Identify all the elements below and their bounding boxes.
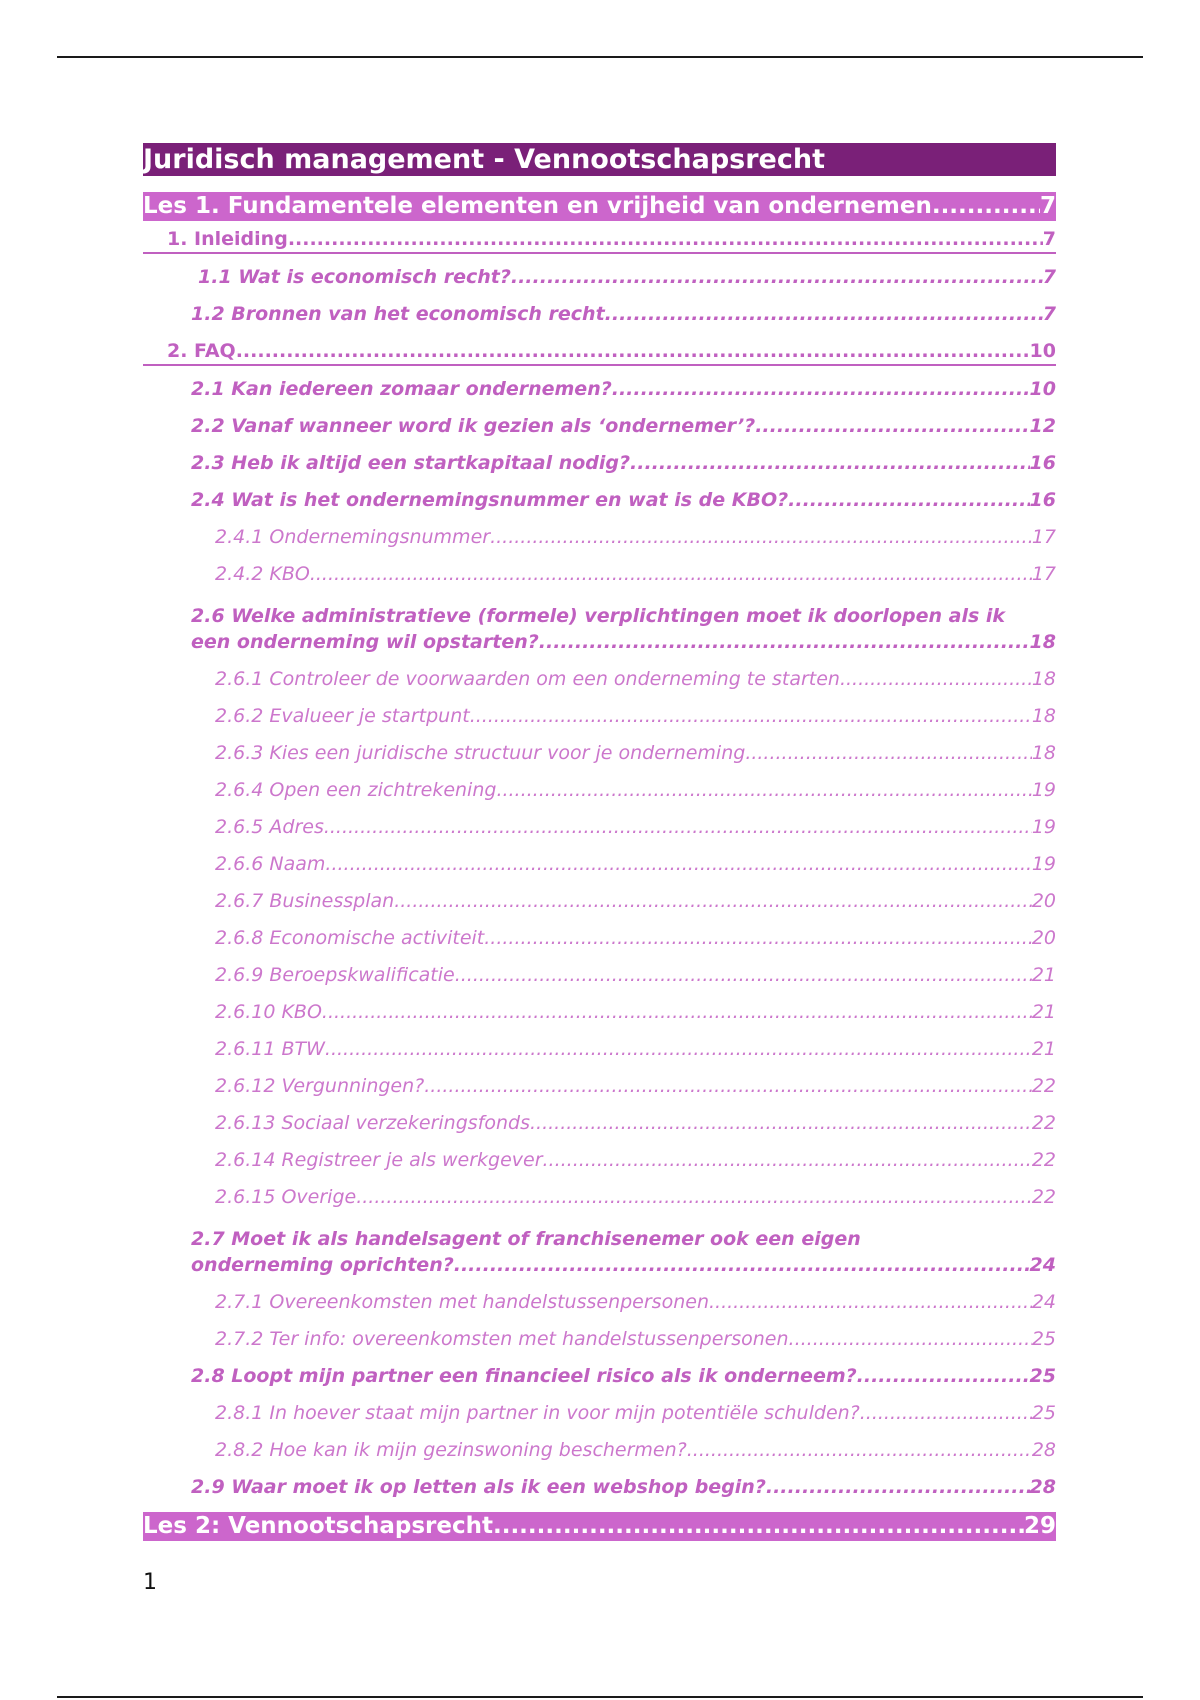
toc-entry[interactable] [143, 1321, 1056, 1358]
toc-entry-label: 2.8 Loopt mijn partner een financieel risico als ik onderneem? [191, 1365, 857, 1387]
toc-entry-label: 2.4 Wat is het ondernemingsnummer en wat is de KBO? [191, 489, 789, 511]
toc-entry-label-cont: onderneming oprichten? [191, 1254, 454, 1276]
toc-entry-label: 2.6.4 Open een zichtrekening [215, 779, 497, 801]
toc-entry-label: 2.6.6 Naam [215, 853, 326, 875]
toc-entry[interactable] [143, 1068, 1056, 1105]
toc-entry-page: 28 [1029, 1476, 1056, 1498]
toc-entry-label-cont: een onderneming wil opstarten? [191, 631, 539, 653]
toc-leader [394, 883, 1032, 920]
toc-entry[interactable] [143, 556, 1056, 593]
toc-entry-label: 2.6.11 BTW [215, 1038, 325, 1060]
toc-entry-page: 25 [1029, 1365, 1056, 1387]
toc-leader [612, 371, 1030, 408]
toc-entry-label: 2.7 Moet ik als handelsagent of franchisenemer ook een eigen [191, 1228, 861, 1250]
toc-entry-label: 2.6.12 Vergunningen? [215, 1075, 425, 1097]
toc-entries [143, 226, 1056, 1506]
toc-entry-page: 22 [1031, 1186, 1056, 1208]
toc-entry[interactable] [143, 1284, 1056, 1321]
toc-entry[interactable] [143, 994, 1056, 1031]
toc-entry[interactable] [143, 603, 1056, 655]
toc-entry-line2 [191, 1252, 1056, 1278]
toc-leader [324, 809, 1032, 846]
toc-entry-page: 20 [1031, 927, 1056, 949]
toc-entry-page: 7 [1042, 303, 1056, 325]
toc-leader [789, 1321, 1032, 1358]
toc-entry[interactable] [143, 1142, 1056, 1179]
toc-entry-label: 2.6.8 Economische activiteit [215, 927, 485, 949]
page-number: 1 [143, 1570, 157, 1595]
toc-leader [310, 556, 1032, 593]
toc-entry-page: 22 [1031, 1075, 1056, 1097]
toc-entry-page: 7 [1042, 228, 1056, 250]
toc-entry-page: 20 [1031, 890, 1056, 912]
toc-entry[interactable] [143, 957, 1056, 994]
toc-leader [857, 1358, 1030, 1395]
toc-leader [860, 1395, 1032, 1432]
toc-leader [709, 1284, 1032, 1321]
toc-entry[interactable] [143, 1469, 1056, 1506]
toc-leader [745, 735, 1032, 772]
toc-leader [539, 629, 1030, 655]
toc-entry[interactable] [143, 1226, 1056, 1278]
toc-leader [511, 259, 1043, 296]
toc-les2-label: Les 2: Vennootschapsrecht [143, 1513, 493, 1539]
toc-entry-page: 25 [1031, 1328, 1056, 1350]
toc-entry[interactable] [143, 1432, 1056, 1469]
toc-entry-label: 2.6.3 Kies een juridische structuur voor je onderneming [215, 742, 746, 764]
toc-entry[interactable] [143, 920, 1056, 957]
toc-leader [455, 957, 1032, 994]
toc-entry-label: 2.9 Waar moet ik op letten als ik een webshop begin? [191, 1476, 766, 1498]
toc-entry-page: 19 [1031, 816, 1056, 838]
toc-entry-page: 16 [1029, 452, 1056, 474]
toc-entry-label: 1.1 Wat is economisch recht? [198, 266, 511, 288]
toc-entry-label: 2.3 Heb ik altijd een startkapitaal nodig? [191, 452, 631, 474]
toc-entry[interactable] [143, 296, 1056, 333]
toc-les2-page: 29 [1023, 1513, 1056, 1539]
toc-entry-page: 10 [1029, 378, 1056, 400]
toc-entry-label: 1. Inleiding [167, 228, 288, 250]
toc-entry-label: 2.8.1 In hoever staat mijn partner in voor mijn potentiële schulden? [215, 1402, 860, 1424]
toc-entry-label: 2.6.1 Controleer de voorwaarden om een onderneming te starten [215, 668, 840, 690]
toc-entry-page: 24 [1029, 1254, 1056, 1276]
toc-entry-label: 2.6.9 Beroepskwalificatie [215, 964, 455, 986]
toc-entry-label: 2.8.2 Hoe kan ik mijn gezinswoning beschermen? [215, 1439, 687, 1461]
toc-leader [454, 1252, 1030, 1278]
toc-leader [325, 846, 1031, 883]
footer-rule [57, 1696, 1143, 1698]
toc-les1-page: 7 [1039, 193, 1056, 219]
toc-entry-label: 2.6.13 Sociaal verzekeringsfonds [215, 1112, 530, 1134]
toc-entry[interactable] [143, 259, 1056, 296]
toc-entry[interactable] [143, 1105, 1056, 1142]
toc-leader [530, 1105, 1032, 1142]
table-of-contents [143, 143, 1056, 1541]
toc-entry-page: 28 [1031, 1439, 1056, 1461]
toc-leader [493, 1512, 1024, 1541]
toc-entry-label: 1.2 Bronnen van het economisch recht [191, 303, 605, 325]
document-title: Juridisch management - Vennootschapsrecht [143, 143, 1056, 176]
toc-leader [755, 408, 1029, 445]
toc-entry-page: 18 [1031, 705, 1056, 727]
toc-entry-line2 [191, 629, 1056, 655]
toc-leader [687, 1432, 1032, 1469]
toc-entry-label: 2.4.2 KBO [215, 563, 310, 585]
toc-leader [932, 192, 1040, 221]
toc-entry-page: 24 [1031, 1291, 1056, 1313]
toc-entry-page: 21 [1031, 964, 1056, 986]
toc-entry-label: 2.7.1 Overeenkomsten met handelstussenpersonen [215, 1291, 709, 1313]
toc-leader [356, 1179, 1032, 1216]
toc-leader [496, 772, 1031, 809]
toc-entry[interactable] [143, 1031, 1056, 1068]
toc-leader [788, 482, 1029, 519]
toc-entry-label: 2.6.2 Evalueer je startpunt [215, 705, 470, 727]
toc-entry[interactable] [143, 698, 1056, 735]
toc-entry-page: 12 [1029, 415, 1056, 437]
header-rule [57, 56, 1143, 58]
toc-entry-label: 2.6.5 Adres [215, 816, 324, 838]
toc-entry-page: 10 [1029, 340, 1056, 362]
toc-les1[interactable] [143, 192, 1056, 221]
toc-entry[interactable] [143, 445, 1056, 482]
toc-entry-page: 22 [1031, 1149, 1056, 1171]
toc-entry-page: 7 [1042, 266, 1056, 288]
toc-entry-page: 18 [1029, 631, 1056, 653]
toc-entry-label: 2.6.14 Registreer je als werkgever [215, 1149, 543, 1171]
toc-entry-page: 21 [1031, 1001, 1056, 1023]
toc-entry[interactable] [143, 1395, 1056, 1432]
toc-entry[interactable] [143, 408, 1056, 445]
toc-entry-page: 19 [1031, 853, 1056, 875]
toc-entry-label: 2.6.7 Businessplan [215, 890, 395, 912]
toc-entry-label: 2.6 Welke administratieve (formele) verplichtingen moet ik doorlopen als ik [191, 605, 1006, 627]
toc-entry[interactable] [143, 846, 1056, 883]
toc-entry[interactable] [143, 1179, 1056, 1216]
toc-leader [424, 1068, 1032, 1105]
toc-leader [322, 994, 1032, 1031]
toc-leader [840, 661, 1032, 698]
toc-leader [288, 226, 1043, 252]
toc-entry-page: 17 [1031, 526, 1056, 548]
toc-entry[interactable] [143, 226, 1056, 254]
toc-entry[interactable] [143, 519, 1056, 556]
toc-entry-label: 2.4.1 Ondernemingsnummer [215, 526, 491, 548]
toc-entry[interactable] [143, 735, 1056, 772]
toc-leader [630, 445, 1030, 482]
toc-entry-label: 2.1 Kan iedereen zomaar ondernemen? [191, 378, 612, 400]
toc-entry-page: 16 [1029, 489, 1056, 511]
toc-entry-label: 2.7.2 Ter info: overeenkomsten met handelstussenpersonen [215, 1328, 789, 1350]
toc-entry-page: 19 [1031, 779, 1056, 801]
toc-entry-page: 18 [1031, 742, 1056, 764]
toc-entry[interactable] [143, 883, 1056, 920]
toc-entry-page: 21 [1031, 1038, 1056, 1060]
toc-leader [484, 920, 1032, 957]
toc-entry-page: 22 [1031, 1112, 1056, 1134]
toc-entry-page: 25 [1031, 1402, 1056, 1424]
toc-entry-page: 18 [1031, 668, 1056, 690]
toc-leader [325, 1031, 1032, 1068]
toc-leader [605, 296, 1043, 333]
toc-les2[interactable] [143, 1512, 1056, 1541]
toc-les1-label: Les 1. Fundamentele elementen en vrijheid van ondernemen [143, 193, 932, 219]
toc-entry[interactable] [143, 1358, 1056, 1395]
toc-entry-label: 2.2 Vanaf wanneer word ik gezien als ‘ondernemer’? [191, 415, 756, 437]
toc-leader [766, 1469, 1030, 1506]
toc-leader [470, 698, 1032, 735]
toc-entry-label: 2.6.15 Overige [215, 1186, 357, 1208]
toc-entry-page: 17 [1031, 563, 1056, 585]
toc-entry-label: 2. FAQ [167, 340, 236, 362]
toc-leader [236, 338, 1030, 364]
toc-leader [490, 519, 1032, 556]
toc-entry[interactable] [143, 371, 1056, 408]
toc-entry[interactable] [143, 809, 1056, 846]
toc-entry[interactable] [143, 772, 1056, 809]
toc-entry-label: 2.6.10 KBO [215, 1001, 322, 1023]
toc-entry[interactable] [143, 482, 1056, 519]
toc-leader [543, 1142, 1032, 1179]
toc-entry[interactable] [143, 338, 1056, 366]
toc-entry[interactable] [143, 661, 1056, 698]
